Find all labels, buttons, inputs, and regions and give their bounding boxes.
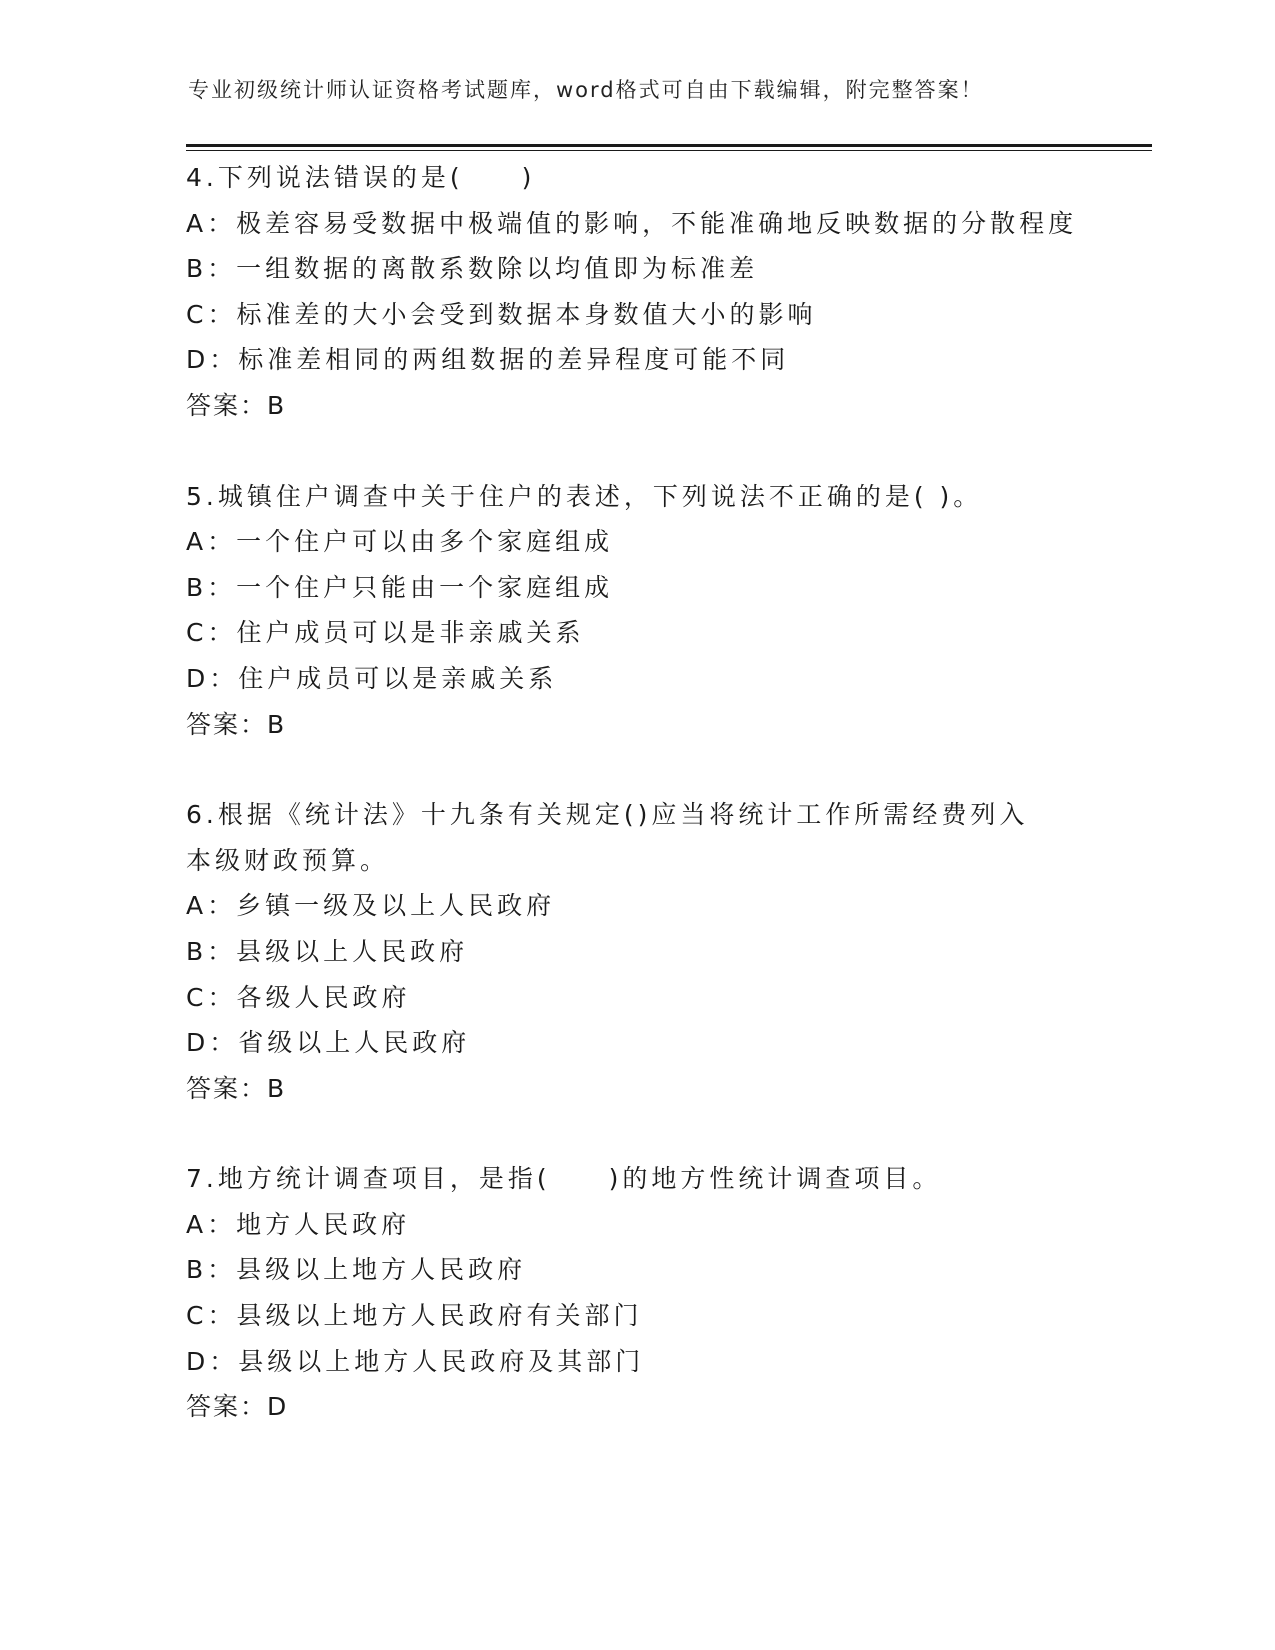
question-7 (186, 1156, 1126, 1430)
answer: 答案：B (186, 1073, 287, 1103)
option-d: D：标准差相同的两组数据的差异程度可能不同 (186, 345, 790, 375)
option-a: A：乡镇一级及以上人民政府 (186, 891, 556, 921)
option-d: D：住户成员可以是亲戚关系 (186, 663, 558, 693)
question-stem: 6.根据《统计法》十九条有关规定()应当将统计工作所需经费列入本级财政预算。 (186, 800, 1029, 875)
answer: 答案：B (186, 709, 287, 739)
answer: 答案：B (186, 390, 287, 420)
answer: 答案：D (186, 1392, 289, 1422)
question-6 (186, 792, 1126, 1111)
question-stem: 4.下列说法错误的是( ) (186, 163, 536, 192)
question-4 (186, 155, 1126, 429)
page-header: 专业初级统计师认证资格考试题库，word格式可自由下载编辑，附完整答案！ (188, 78, 984, 102)
option-c: C：各级人民政府 (186, 982, 411, 1012)
option-b: B：一个住户只能由一个家庭组成 (186, 572, 614, 602)
question-stem: 5.城镇住户调查中关于住户的表述，下列说法不正确的是( )。 (186, 481, 983, 511)
option-d: D：省级以上人民政府 (186, 1028, 471, 1058)
header-rule-thin (186, 150, 1152, 151)
question-stem: 7.地方统计调查项目，是指( )的地方性统计调查项目。 (186, 1164, 942, 1194)
option-c: C：标准差的大小会受到数据本身数值大小的影响 (186, 299, 817, 329)
question-list (186, 155, 1126, 1475)
option-b: B：县级以上人民政府 (186, 936, 469, 966)
option-d: D：县级以上地方人民政府及其部门 (186, 1346, 645, 1376)
header-rule-thick (186, 144, 1152, 147)
option-c: C：县级以上地方人民政府有关部门 (186, 1301, 643, 1331)
option-a: A：极差容易受数据中极端值的影响，不能准确地反映数据的分散程度 (186, 208, 1078, 238)
option-a: A：地方人民政府 (186, 1209, 411, 1239)
option-c: C：住户成员可以是非亲戚关系 (186, 618, 585, 648)
option-a: A：一个住户可以由多个家庭组成 (186, 527, 614, 557)
question-5 (186, 474, 1126, 748)
option-b: B：县级以上地方人民政府 (186, 1255, 527, 1285)
option-b: B：一组数据的离散系数除以均值即为标准差 (186, 254, 759, 284)
